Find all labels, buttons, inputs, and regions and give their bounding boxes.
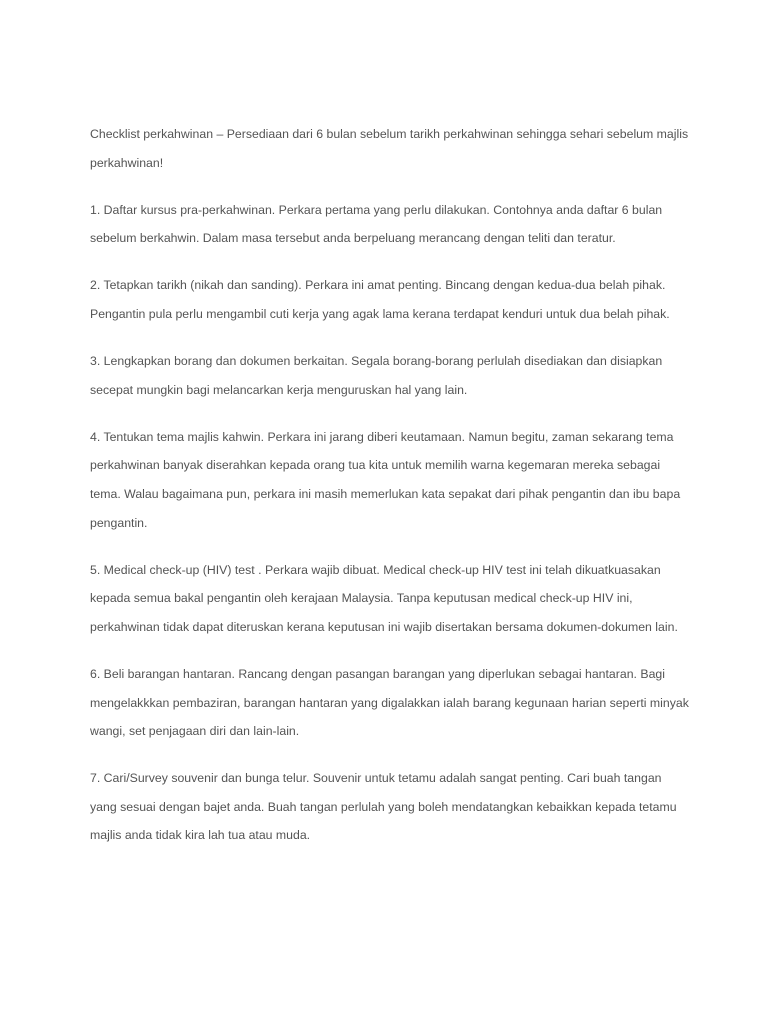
- checklist-item-6: 6. Beli barangan hantaran. Rancang dengan pasangan barangan yang diperlukan sebagai hantaran. Bagi mengelakkkan pembaziran, barangan hantaran yang digalakkan ialah barang kegunaan harian seperti minyak wangi, set penjagaan diri dan lain-lain.: [90, 666, 689, 739]
- checklist-item-7: 7. Cari/Survey souvenir dan bunga telur. Souvenir untuk tetamu adalah sangat penting. Cari buah tangan yang sesuai dengan bajet anda. Buah tangan perlulah yang boleh mendatangkan kebaikkan kepada tetamu majlis anda tidak kira lah tua atau muda.: [90, 771, 677, 843]
- checklist-item-1: 1. Daftar kursus pra-perkahwinan. Perkara pertama yang perlu dilakukan. Contohnya anda daftar 6 bulan sebelum berkahwin. Dalam masa tersebut anda berpeluang merancang dengan teliti dan teratur.: [90, 202, 663, 246]
- checklist-item-4: 4. Tentukan tema majlis kahwin. Perkara ini jarang diberi keutamaan. Namun begitu, zaman sekarang tema perkahwinan banyak diserahkan kepada orang tua kita untuk memilih warna kegemaran mereka sebagai tema. Walau bagaimana pun, perkara ini masih memerlukan kata sepakat dari pihak pengantin dan ibu bapa pengantin.: [90, 429, 681, 530]
- document-page: [90, 120, 690, 868]
- intro-paragraph: Checklist perkahwinan – Persediaan dari 6 bulan sebelum tarikh perkahwinan sehingga sehari sebelum majlis perkahwinan!: [90, 127, 689, 170]
- checklist-item-2: 2. Tetapkan tarikh (nikah dan sanding). Perkara ini amat penting. Bincang dengan kedua-dua belah pihak. Pengantin pula perlu mengambil cuti kerja yang agak lama kerana terdapat kenduri untuk dua belah pihak.: [90, 278, 670, 321]
- checklist-item-3: 3. Lengkapkan borang dan dokumen berkaitan. Segala borang-borang perlulah disediakan dan disiapkan secepat mungkin bagi melancarkan kerja menguruskan hal yang lain.: [90, 354, 663, 397]
- checklist-item-5: 5. Medical check-up (HIV) test . Perkara wajib dibuat. Medical check-up HIV test ini telah dikuatkuasakan kepada semua bakal pengantin oleh kerajaan Malaysia. Tanpa keputusan medical check-up HIV ini, perkahwinan tidak dapat diteruskan kerana keputusan ini wajib disertakan bersama dokumen-dokumen lain.: [90, 562, 678, 634]
